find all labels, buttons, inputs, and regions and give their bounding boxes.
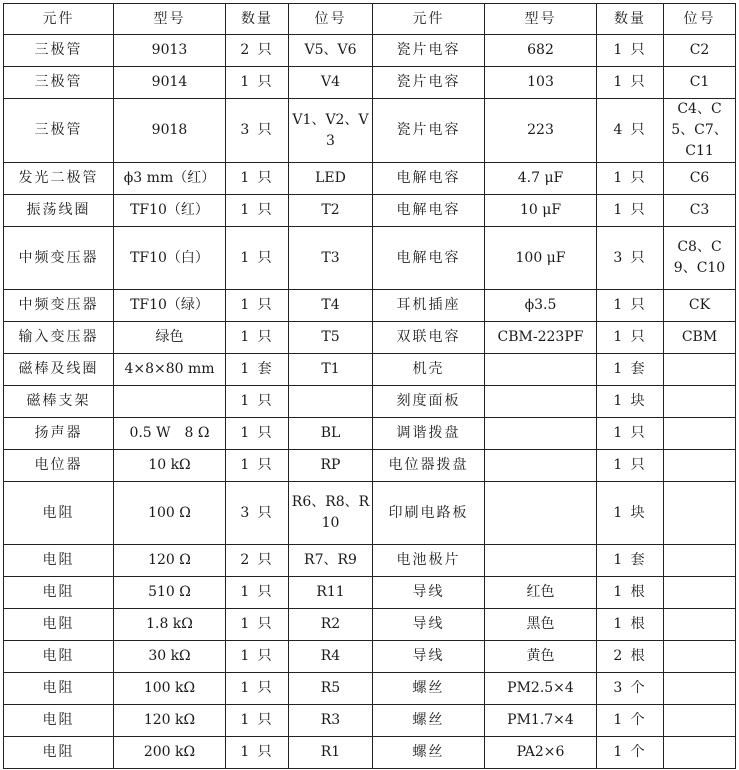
cell-model: 120 Ω xyxy=(114,545,226,577)
table-row xyxy=(4,386,736,418)
cell-model xyxy=(114,386,226,418)
cell-model: 0.5 W 8 Ω xyxy=(114,418,226,450)
cell-designator: V4 xyxy=(289,67,373,99)
cell-model: 30 kΩ xyxy=(114,641,226,673)
table-row xyxy=(4,737,736,769)
header-quantity: 数量 xyxy=(226,4,289,35)
cell-designator: T1 xyxy=(289,354,373,386)
table-body xyxy=(4,35,736,769)
cell-quantity-2: 1 只 xyxy=(597,35,664,67)
cell-quantity: 3 只 xyxy=(226,99,289,163)
cell-designator-2: C6 xyxy=(664,163,736,195)
cell-component-2: 双联电容 xyxy=(373,322,485,354)
cell-model: 100 kΩ xyxy=(114,673,226,705)
cell-designator: R1 xyxy=(289,737,373,769)
cell-quantity: 1 只 xyxy=(226,577,289,609)
cell-designator-2: C1 xyxy=(664,67,736,99)
cell-quantity-2: 4 只 xyxy=(597,99,664,163)
cell-model-2: 223 xyxy=(485,99,597,163)
cell-designator-2 xyxy=(664,482,736,545)
cell-quantity: 1 只 xyxy=(226,609,289,641)
cell-component: 三极管 xyxy=(4,67,114,99)
cell-component: 振荡线圈 xyxy=(4,195,114,227)
cell-designator-2 xyxy=(664,641,736,673)
cell-designator-2: C2 xyxy=(664,35,736,67)
cell-designator: R4 xyxy=(289,641,373,673)
cell-quantity-2: 1 个 xyxy=(597,705,664,737)
cell-model: TF10（红） xyxy=(114,195,226,227)
cell-model-2 xyxy=(485,482,597,545)
cell-model: 4×8×80 mm xyxy=(114,354,226,386)
cell-component: 电阻 xyxy=(4,705,114,737)
cell-component: 中频变压器 xyxy=(4,290,114,322)
cell-component: 扬声器 xyxy=(4,418,114,450)
cell-quantity-2: 1 根 xyxy=(597,609,664,641)
cell-component: 电阻 xyxy=(4,609,114,641)
cell-component-2: 导线 xyxy=(373,641,485,673)
cell-quantity-2: 1 只 xyxy=(597,322,664,354)
header-component-2: 元件 xyxy=(373,4,485,35)
cell-designator-2: C4、C5、C7、C11 xyxy=(664,99,736,163)
cell-component: 三极管 xyxy=(4,99,114,163)
cell-designator: R7、R9 xyxy=(289,545,373,577)
cell-quantity-2: 1 只 xyxy=(597,67,664,99)
cell-quantity-2: 1 只 xyxy=(597,418,664,450)
cell-component-2: 瓷片电容 xyxy=(373,67,485,99)
cell-component-2: 瓷片电容 xyxy=(373,35,485,67)
cell-model: 200 kΩ xyxy=(114,737,226,769)
cell-component: 中频变压器 xyxy=(4,227,114,290)
header-model: 型号 xyxy=(114,4,226,35)
cell-model-2: PM2.5×4 xyxy=(485,673,597,705)
cell-designator-2 xyxy=(664,737,736,769)
cell-component-2: 电解电容 xyxy=(373,195,485,227)
header-model-2: 型号 xyxy=(485,4,597,35)
cell-quantity: 1 只 xyxy=(226,386,289,418)
cell-quantity: 1 只 xyxy=(226,67,289,99)
cell-quantity: 1 只 xyxy=(226,322,289,354)
cell-designator-2 xyxy=(664,418,736,450)
cell-quantity: 1 只 xyxy=(226,418,289,450)
cell-component-2: 电池极片 xyxy=(373,545,485,577)
table-row xyxy=(4,545,736,577)
cell-quantity-2: 1 只 xyxy=(597,450,664,482)
cell-model-2: CBM-223PF xyxy=(485,322,597,354)
cell-designator-2 xyxy=(664,386,736,418)
cell-designator-2: CK xyxy=(664,290,736,322)
cell-quantity-2: 1 根 xyxy=(597,577,664,609)
cell-model: 1.8 kΩ xyxy=(114,609,226,641)
cell-quantity-2: 1 只 xyxy=(597,290,664,322)
cell-component: 磁棒及线圈 xyxy=(4,354,114,386)
cell-model: 9018 xyxy=(114,99,226,163)
cell-component: 发光二极管 xyxy=(4,163,114,195)
cell-quantity-2: 1 块 xyxy=(597,482,664,545)
cell-quantity: 1 只 xyxy=(226,641,289,673)
cell-model: 100 Ω xyxy=(114,482,226,545)
cell-designator: R2 xyxy=(289,609,373,641)
cell-designator-2 xyxy=(664,354,736,386)
cell-component-2: 电解电容 xyxy=(373,227,485,290)
cell-component-2: 瓷片电容 xyxy=(373,99,485,163)
cell-component: 输入变压器 xyxy=(4,322,114,354)
cell-model-2: 红色 xyxy=(485,577,597,609)
parts-table xyxy=(3,3,736,769)
cell-model-2 xyxy=(485,418,597,450)
cell-model-2 xyxy=(485,545,597,577)
cell-component-2: 电位器拨盘 xyxy=(373,450,485,482)
cell-component: 电阻 xyxy=(4,482,114,545)
cell-quantity-2: 1 个 xyxy=(597,737,664,769)
cell-designator-2 xyxy=(664,450,736,482)
cell-quantity: 1 只 xyxy=(226,290,289,322)
cell-designator: T4 xyxy=(289,290,373,322)
cell-model-2: 682 xyxy=(485,35,597,67)
cell-quantity: 1 只 xyxy=(226,450,289,482)
cell-designator: T5 xyxy=(289,322,373,354)
cell-component: 电阻 xyxy=(4,641,114,673)
cell-quantity: 2 只 xyxy=(226,545,289,577)
cell-model: 9014 xyxy=(114,67,226,99)
cell-designator-2 xyxy=(664,577,736,609)
table-row xyxy=(4,673,736,705)
table-row xyxy=(4,609,736,641)
table-row xyxy=(4,577,736,609)
cell-component: 电阻 xyxy=(4,673,114,705)
table-row xyxy=(4,418,736,450)
cell-model-2: PM1.7×4 xyxy=(485,705,597,737)
cell-quantity: 1 只 xyxy=(226,737,289,769)
cell-component: 磁棒支架 xyxy=(4,386,114,418)
cell-component-2: 螺丝 xyxy=(373,705,485,737)
cell-model-2 xyxy=(485,354,597,386)
cell-quantity: 1 只 xyxy=(226,673,289,705)
cell-designator-2 xyxy=(664,609,736,641)
cell-designator-2 xyxy=(664,545,736,577)
cell-component-2: 电解电容 xyxy=(373,163,485,195)
cell-model: 10 kΩ xyxy=(114,450,226,482)
cell-quantity: 1 只 xyxy=(226,163,289,195)
header-designator-2: 位号 xyxy=(664,4,736,35)
table-row xyxy=(4,354,736,386)
cell-quantity-2: 1 套 xyxy=(597,545,664,577)
cell-quantity: 1 只 xyxy=(226,195,289,227)
cell-component-2: 耳机插座 xyxy=(373,290,485,322)
cell-component-2: 刻度面板 xyxy=(373,386,485,418)
cell-component: 电阻 xyxy=(4,577,114,609)
cell-component-2: 螺丝 xyxy=(373,737,485,769)
cell-model-2 xyxy=(485,450,597,482)
cell-model-2: 100 μF xyxy=(485,227,597,290)
cell-model: TF10（白） xyxy=(114,227,226,290)
header-designator: 位号 xyxy=(289,4,373,35)
cell-designator: V5、V6 xyxy=(289,35,373,67)
cell-model-2: ϕ3.5 xyxy=(485,290,597,322)
cell-designator: T2 xyxy=(289,195,373,227)
cell-model-2: 103 xyxy=(485,67,597,99)
header-quantity-2: 数量 xyxy=(597,4,664,35)
cell-designator: T3 xyxy=(289,227,373,290)
cell-model: 9013 xyxy=(114,35,226,67)
cell-designator xyxy=(289,386,373,418)
cell-component-2: 导线 xyxy=(373,577,485,609)
header-component: 元件 xyxy=(4,4,114,35)
cell-component: 电位器 xyxy=(4,450,114,482)
cell-quantity: 1 只 xyxy=(226,227,289,290)
cell-designator-2 xyxy=(664,705,736,737)
table-row xyxy=(4,705,736,737)
cell-model: 120 kΩ xyxy=(114,705,226,737)
cell-designator: R11 xyxy=(289,577,373,609)
table-row xyxy=(4,227,736,290)
cell-quantity-2: 1 块 xyxy=(597,386,664,418)
table-row xyxy=(4,450,736,482)
cell-designator: V1、V2、V3 xyxy=(289,99,373,163)
cell-model: 绿色 xyxy=(114,322,226,354)
cell-model-2: 黄色 xyxy=(485,641,597,673)
table-row xyxy=(4,99,736,163)
cell-designator: RP xyxy=(289,450,373,482)
cell-designator-2: C8、C9、C10 xyxy=(664,227,736,290)
cell-quantity: 1 套 xyxy=(226,354,289,386)
table-row xyxy=(4,67,736,99)
cell-designator: R6、R8、R10 xyxy=(289,482,373,545)
cell-quantity: 3 只 xyxy=(226,482,289,545)
cell-designator: R5 xyxy=(289,673,373,705)
cell-quantity-2: 2 根 xyxy=(597,641,664,673)
cell-quantity-2: 1 只 xyxy=(597,163,664,195)
cell-designator: LED xyxy=(289,163,373,195)
cell-quantity: 2 只 xyxy=(226,35,289,67)
cell-component-2: 螺丝 xyxy=(373,673,485,705)
cell-designator-2: C3 xyxy=(664,195,736,227)
cell-model-2: 10 μF xyxy=(485,195,597,227)
cell-component-2: 印刷电路板 xyxy=(373,482,485,545)
cell-model: ϕ3 mm（红） xyxy=(114,163,226,195)
table-row xyxy=(4,163,736,195)
cell-quantity-2: 3 只 xyxy=(597,227,664,290)
cell-component: 电阻 xyxy=(4,737,114,769)
cell-quantity-2: 3 个 xyxy=(597,673,664,705)
cell-model-2: 4.7 μF xyxy=(485,163,597,195)
cell-quantity-2: 1 套 xyxy=(597,354,664,386)
cell-model-2: PA2×6 xyxy=(485,737,597,769)
cell-designator: BL xyxy=(289,418,373,450)
table-row xyxy=(4,322,736,354)
table-row xyxy=(4,290,736,322)
cell-model-2 xyxy=(485,386,597,418)
parts-table-container xyxy=(3,3,736,769)
table-row xyxy=(4,641,736,673)
cell-model: 510 Ω xyxy=(114,577,226,609)
header-row xyxy=(4,4,736,35)
table-row xyxy=(4,482,736,545)
cell-model-2: 黑色 xyxy=(485,609,597,641)
cell-component-2: 调谐拨盘 xyxy=(373,418,485,450)
cell-component: 电阻 xyxy=(4,545,114,577)
cell-designator-2: CBM xyxy=(664,322,736,354)
cell-component-2: 机壳 xyxy=(373,354,485,386)
table-row xyxy=(4,35,736,67)
cell-designator: R3 xyxy=(289,705,373,737)
cell-component-2: 导线 xyxy=(373,609,485,641)
table-row xyxy=(4,195,736,227)
cell-designator-2 xyxy=(664,673,736,705)
cell-quantity: 1 只 xyxy=(226,705,289,737)
cell-component: 三极管 xyxy=(4,35,114,67)
cell-model: TF10（绿） xyxy=(114,290,226,322)
cell-quantity-2: 1 只 xyxy=(597,195,664,227)
